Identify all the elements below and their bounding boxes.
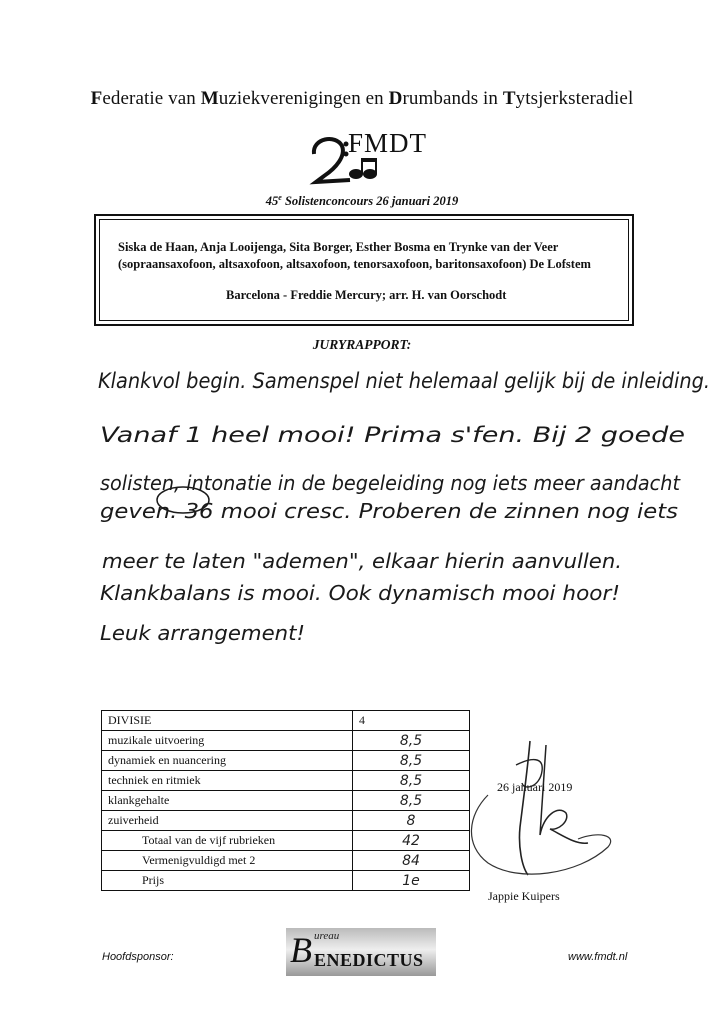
org-title-initial: D bbox=[388, 88, 403, 109]
sponsor-label: Hoofdsponsor: bbox=[102, 951, 174, 963]
handwritten-signature bbox=[458, 735, 628, 885]
score-value: 8 bbox=[353, 811, 470, 831]
score-table bbox=[101, 710, 470, 891]
handwritten-line: Leuk arrangement! bbox=[100, 621, 305, 645]
handwritten-line: Klankvol begin. Samenspel niet helemaal gelijk bij de inleiding. bbox=[98, 369, 710, 393]
table-row bbox=[102, 811, 470, 831]
score-value: 8,5 bbox=[353, 731, 470, 751]
org-title-part: rumbands in bbox=[402, 88, 503, 109]
edition-rest: Solistenconcours 26 januari 2019 bbox=[281, 194, 459, 209]
total-value: 42 bbox=[353, 831, 470, 851]
handwritten-line: meer te laten "ademen", elkaar hierin aanvullen. bbox=[102, 549, 622, 573]
edition-number: 45 bbox=[265, 194, 279, 209]
table-row bbox=[102, 831, 470, 851]
handwritten-line: Klankbalans is mooi. Ook dynamisch mooi hoor! bbox=[100, 581, 620, 605]
prize-value: 1e bbox=[353, 871, 470, 891]
sponsor-small-text: ureau bbox=[314, 930, 340, 942]
multiplied-value: 84 bbox=[353, 851, 470, 871]
score-value: 8,5 bbox=[353, 791, 470, 811]
organization-title bbox=[0, 88, 724, 110]
table-row bbox=[102, 791, 470, 811]
instruments: (sopraansaxofoon, altsaxofoon, altsaxofoon, tenorsaxofoon, baritonsaxofoon) De Lofstem bbox=[118, 257, 591, 271]
score-label: klankgehalte bbox=[102, 791, 353, 811]
handwritten-line: solisten, intonatie in de begeleiding nog iets meer aandacht bbox=[100, 471, 682, 495]
score-label: dynamiek en nuancering bbox=[102, 751, 353, 771]
sponsor-initial: B bbox=[290, 930, 312, 970]
table-row bbox=[102, 771, 470, 791]
total-label: Totaal van de vijf rubrieken bbox=[102, 831, 353, 851]
piece-info-box bbox=[94, 214, 634, 326]
score-label: techniek en ritmiek bbox=[102, 771, 353, 791]
table-row bbox=[102, 711, 470, 731]
score-label: muzikale uitvoering bbox=[102, 731, 353, 751]
division-value: 4 bbox=[353, 711, 470, 731]
table-row bbox=[102, 751, 470, 771]
division-label: DIVISIE bbox=[102, 711, 353, 731]
handwritten-remarks bbox=[0, 340, 724, 670]
org-title-part: uziekverenigingen en bbox=[218, 88, 389, 109]
prize-label: Prijs bbox=[102, 871, 353, 891]
score-value: 8,5 bbox=[353, 751, 470, 771]
report-heading: JURYRAPPORT: bbox=[312, 337, 412, 352]
jury-name: Jappie Kuipers bbox=[488, 889, 560, 903]
org-title-initial: T bbox=[502, 88, 516, 109]
edition-suffix: e bbox=[278, 193, 282, 202]
sponsor-name: ENEDICTUS bbox=[314, 950, 424, 970]
table-row bbox=[102, 731, 470, 751]
org-title-initial: F bbox=[90, 88, 103, 109]
handwritten-line: geven. 36 mooi cresc. Proberen de zinnen nog iets bbox=[100, 499, 678, 523]
website-link[interactable]: www.fmdt.nl bbox=[568, 951, 628, 963]
logo-text: FMDT bbox=[348, 128, 428, 158]
sponsor-logo bbox=[286, 928, 436, 976]
table-row bbox=[102, 851, 470, 871]
piece-title: Barcelona - Freddie Mercury; arr. H. van Oorschodt bbox=[226, 288, 507, 302]
org-title-part: ederatie van bbox=[102, 88, 201, 109]
score-value: 8,5 bbox=[353, 771, 470, 791]
performers: Siska de Haan, Anja Looijenga, Sita Borger, Esther Bosma en Trynke van der Veer bbox=[118, 240, 559, 254]
org-title-part: ytsjerksteradiel bbox=[515, 88, 634, 109]
piece-info-inner-border bbox=[99, 219, 629, 321]
handwritten-line: Vanaf 1 heel mooi! Prima s'fen. Bij 2 goede bbox=[100, 423, 685, 447]
table-row bbox=[102, 871, 470, 891]
org-title-initial: M bbox=[200, 88, 219, 109]
signature-date: 26 januari 2019 bbox=[497, 780, 573, 794]
multiplied-label: Vermenigvuldigd met 2 bbox=[102, 851, 353, 871]
edition-line bbox=[0, 193, 724, 209]
score-label: zuiverheid bbox=[102, 811, 353, 831]
